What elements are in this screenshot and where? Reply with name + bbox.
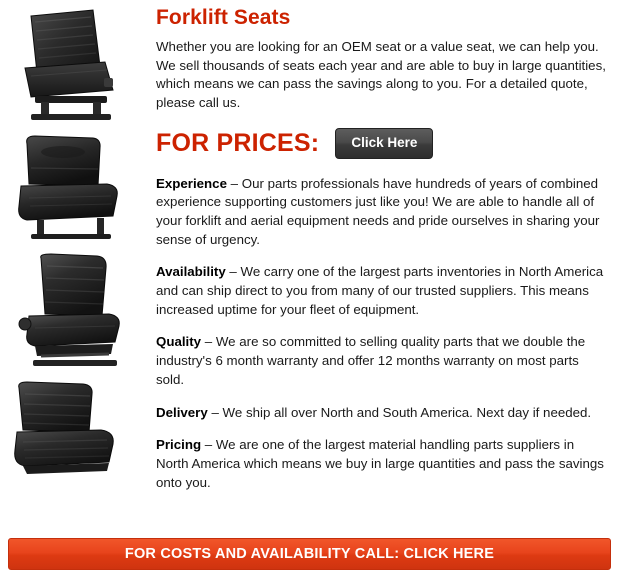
- feature-dash: –: [201, 334, 216, 350]
- feature-dash: –: [201, 437, 216, 453]
- feature-term: Experience: [156, 175, 227, 191]
- feature-text: Our parts professionals have hundreds of years of combined experience supporting customers just like you! We are able to handle all of your forklift and aerial equipment needs and pride ourselves in sharing your sense of urgency.: [156, 175, 600, 247]
- feature-text: We ship all over North and South America. Next day if needed.: [222, 404, 592, 420]
- feature-text: We carry one of the largest parts inventories in North America and can ship direct to you from many of our trusted suppliers. This means increased uptime for your fleet of equipment.: [156, 264, 604, 317]
- seat-image-1: [1, 4, 151, 128]
- article-content: [156, 6, 608, 506]
- intro-paragraph: Whether you are looking for an OEM seat or a value seat, we can help you. We sell thousands of seats each year and are able to buy in large quantities, which means we can pass the savings along to you. For a detailed quote, please call us.: [156, 39, 606, 110]
- click-here-button[interactable]: Click Here: [335, 128, 433, 159]
- feature-dash: –: [225, 264, 241, 280]
- feature-dash: –: [207, 404, 223, 420]
- feature-term: Delivery: [156, 404, 208, 420]
- feature-pricing: [156, 436, 608, 492]
- seat-image-2: [1, 128, 151, 252]
- page-title: Forklift Seats: [156, 6, 291, 29]
- feature-text: We are one of the largest material handling parts suppliers in North America which means we buy in large quantities and pass the savings onto you.: [156, 437, 604, 490]
- feature-delivery: [156, 404, 608, 423]
- feature-term: Quality: [156, 334, 202, 350]
- seat-image-column: [0, 0, 152, 530]
- footer-cta-banner[interactable]: FOR COSTS AND AVAILABILITY CALL: CLICK HERE: [8, 538, 611, 570]
- prices-row: [156, 128, 608, 159]
- feature-experience: [156, 175, 608, 250]
- seat-image-3: [1, 252, 151, 376]
- feature-term: Pricing: [156, 437, 202, 453]
- seat-image-4: [1, 376, 151, 500]
- feature-dash: –: [226, 175, 242, 191]
- for-prices-heading: FOR PRICES:: [156, 128, 320, 157]
- feature-text: We are so committed to selling quality parts that we double the industry's 6 month warranty and offer 12 months warranty on most parts sold.: [156, 334, 586, 387]
- feature-term: Availability: [156, 264, 226, 280]
- feature-quality: [156, 333, 608, 389]
- feature-availability: [156, 263, 608, 319]
